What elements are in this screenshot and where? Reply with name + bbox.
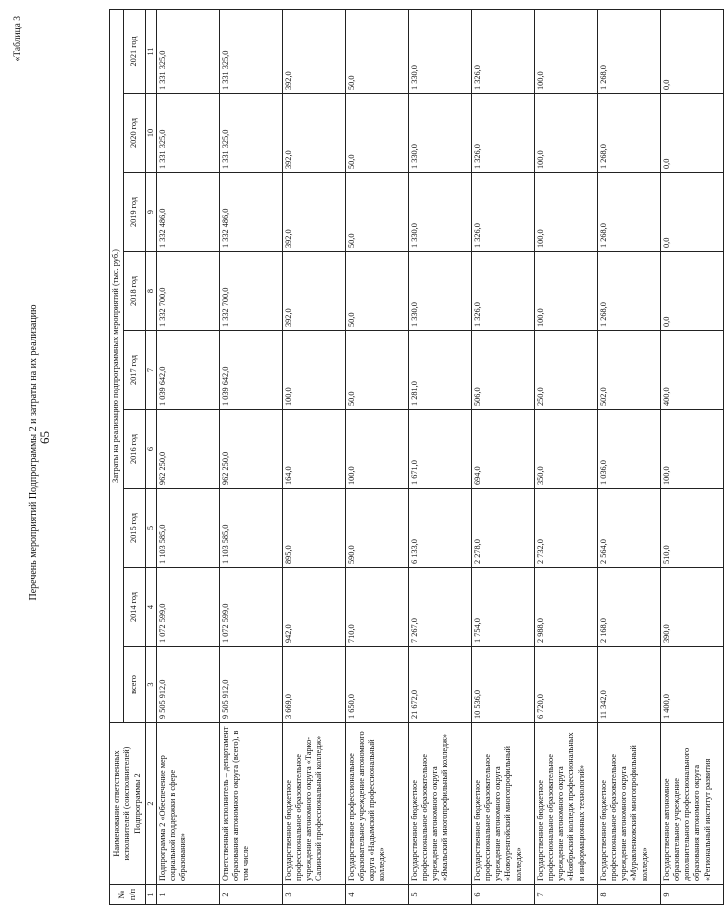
row-value: 1 103 585,0 [157, 489, 220, 568]
row-number: 1 [157, 885, 220, 905]
row-value: 1 268,0 [598, 94, 661, 173]
row-value: 392,0 [283, 173, 346, 252]
column-number: 1 [146, 885, 157, 905]
row-value: 1 268,0 [598, 252, 661, 331]
row-name: Государственное бюджетное профессиональное образовательное учреждение автономного округа «Ямальский многопрофильный колледж» [409, 723, 472, 885]
row-value: 0,0 [661, 9, 724, 93]
row-value: 1 331 325,0 [157, 9, 220, 93]
row-value: 50,0 [346, 252, 409, 331]
row-number: 2 [220, 885, 283, 905]
table-body [157, 9, 724, 904]
table-row [535, 9, 598, 904]
column-number: 11 [146, 9, 157, 93]
row-value: 1 268,0 [598, 9, 661, 93]
row-value: 9 505 912,0 [157, 647, 220, 723]
row-value: 2 168,0 [598, 568, 661, 647]
row-value: 1 332 700,0 [157, 252, 220, 331]
row-value: 1 072 599,0 [220, 568, 283, 647]
row-value: 100,0 [283, 331, 346, 410]
row-value: 390,0 [661, 568, 724, 647]
column-number: 5 [146, 489, 157, 568]
row-value: 50,0 [346, 331, 409, 410]
row-value: 1 326,0 [472, 94, 535, 173]
table-row [283, 9, 346, 904]
row-value: 962 250,0 [220, 410, 283, 489]
row-value: 9 505 912,0 [220, 647, 283, 723]
header-year: 2018 год [124, 252, 146, 331]
row-value: 392,0 [283, 94, 346, 173]
header-year: 2017 год [124, 331, 146, 410]
header-year: 2016 год [124, 410, 146, 489]
row-value: 1 036,0 [598, 410, 661, 489]
table-row [346, 9, 409, 904]
row-value: 0,0 [661, 94, 724, 173]
row-value: 100,0 [535, 173, 598, 252]
row-value: 6 720,0 [535, 647, 598, 723]
row-value: 1 331 325,0 [157, 94, 220, 173]
table-caption: Перечень мероприятий Подпрограммы 2 и затраты на их реализацию [28, 304, 39, 601]
row-value: 1 268,0 [598, 173, 661, 252]
row-value: 6 133,0 [409, 489, 472, 568]
row-value: 100,0 [535, 9, 598, 93]
row-value: 2 732,0 [535, 489, 598, 568]
row-value: 1 330,0 [409, 9, 472, 93]
table-row [157, 9, 220, 904]
row-value: 694,0 [472, 410, 535, 489]
header-costs: Затраты на реализацию подпрограммных мероприятий (тыс. руб.) [110, 9, 124, 722]
row-value: 942,0 [283, 568, 346, 647]
row-value: 7 267,0 [409, 568, 472, 647]
column-number: 7 [146, 331, 157, 410]
row-value: 50,0 [346, 9, 409, 93]
row-value: 100,0 [346, 410, 409, 489]
row-value: 590,0 [346, 489, 409, 568]
row-value: 1 039 642,0 [157, 331, 220, 410]
row-value: 1 332 486,0 [220, 173, 283, 252]
row-value: 1 754,0 [472, 568, 535, 647]
page-number: 65 [37, 431, 52, 444]
header-year: 2021 год [124, 9, 146, 93]
row-value: 1 332 486,0 [157, 173, 220, 252]
column-number: 6 [146, 410, 157, 489]
expenses-table [109, 9, 724, 905]
row-number: 3 [283, 885, 346, 905]
row-value: 1 072 599,0 [157, 568, 220, 647]
row-value: 50,0 [346, 94, 409, 173]
header-year: 2014 год [124, 568, 146, 647]
row-value: 1 330,0 [409, 94, 472, 173]
table-row [409, 9, 472, 904]
row-number: 8 [598, 885, 661, 905]
row-value: 164,0 [283, 410, 346, 489]
row-value: 710,0 [346, 568, 409, 647]
row-number: 7 [535, 885, 598, 905]
row-value: 0,0 [661, 252, 724, 331]
header-year: 2019 год [124, 173, 146, 252]
row-name: Государственное автономное образовательное учреждение дополнительного профессионального образования автономного округа «Региональный институт развития [661, 723, 724, 885]
row-value: 1 103 585,0 [220, 489, 283, 568]
header-total: всего [124, 647, 146, 723]
column-number: 8 [146, 252, 157, 331]
row-name: Ответственный исполнитель – департамент образования автономного округа (всего), в том числе [220, 723, 283, 885]
row-value: 250,0 [535, 331, 598, 410]
row-value: 502,0 [598, 331, 661, 410]
row-value: 895,0 [283, 489, 346, 568]
row-value: 1 332 700,0 [220, 252, 283, 331]
column-number: 10 [146, 94, 157, 173]
column-number: 3 [146, 647, 157, 723]
row-value: 2 564,0 [598, 489, 661, 568]
row-value: 100,0 [661, 410, 724, 489]
table-label: «Таблица 3 [13, 16, 23, 62]
row-value: 1 326,0 [472, 252, 535, 331]
row-value: 400,0 [661, 331, 724, 410]
row-value: 21 672,0 [409, 647, 472, 723]
row-value: 2 988,0 [535, 568, 598, 647]
header-year: 2015 год [124, 489, 146, 568]
row-value: 1 400,0 [661, 647, 724, 723]
table-row [598, 9, 661, 904]
column-number: 2 [146, 723, 157, 885]
header-num: № п/п [110, 885, 146, 905]
row-value: 1 281,0 [409, 331, 472, 410]
row-name: Государственное бюджетное профессиональное образовательное учреждение автономного округа «Ноябрьский колледж профессиональных и информационных технологий» [535, 723, 598, 885]
column-numbers-row [146, 9, 157, 904]
row-value: 1 330,0 [409, 252, 472, 331]
row-value: 1 331 325,0 [220, 94, 283, 173]
row-value: 100,0 [535, 252, 598, 331]
row-value: 50,0 [346, 173, 409, 252]
row-value: 1 039 642,0 [220, 331, 283, 410]
row-number: 5 [409, 885, 472, 905]
row-value: 1 650,0 [346, 647, 409, 723]
column-number: 9 [146, 173, 157, 252]
table-row [661, 9, 724, 904]
row-value: 100,0 [535, 94, 598, 173]
row-value: 3 669,0 [283, 647, 346, 723]
row-name: Государственное профессиональное образовательное учреждение автономного округа «Надымский профессиональный колледж» [346, 723, 409, 885]
row-value: 0,0 [661, 173, 724, 252]
row-value: 1 331 325,0 [220, 9, 283, 93]
header-name: Наименование ответственных исполнителей (соисполнителей) Подпрограммы 2 [110, 723, 146, 885]
column-number: 4 [146, 568, 157, 647]
row-value: 10 536,0 [472, 647, 535, 723]
row-value: 392,0 [283, 252, 346, 331]
table-row [220, 9, 283, 904]
row-number: 9 [661, 885, 724, 905]
row-name: Подпрограмма 2 «Обеспечение мер социальной поддержки в сфере образования» [157, 723, 220, 885]
row-value: 510,0 [661, 489, 724, 568]
row-name: Государственное бюджетное профессиональное образовательное учреждение автономного округа «Новоуренгойский многопрофильный колледж» [472, 723, 535, 885]
row-name: Государственное бюджетное профессиональное образовательное учреждение автономного округа «Тарко-Салинский профессиональный колледж» [283, 723, 346, 885]
row-value: 1 671,0 [409, 410, 472, 489]
row-value: 11 342,0 [598, 647, 661, 723]
row-value: 1 326,0 [472, 9, 535, 93]
row-value: 2 278,0 [472, 489, 535, 568]
row-value: 962 250,0 [157, 410, 220, 489]
row-value: 506,0 [472, 331, 535, 410]
table-row [472, 9, 535, 904]
header-year: 2020 год [124, 94, 146, 173]
row-number: 6 [472, 885, 535, 905]
row-value: 1 330,0 [409, 173, 472, 252]
row-name: Государственное бюджетное профессиональное образовательное учреждение автономного округа «Муравленковский многопрофильный колледж» [598, 723, 661, 885]
row-number: 4 [346, 885, 409, 905]
row-value: 350,0 [535, 410, 598, 489]
row-value: 392,0 [283, 9, 346, 93]
row-value: 1 326,0 [472, 173, 535, 252]
